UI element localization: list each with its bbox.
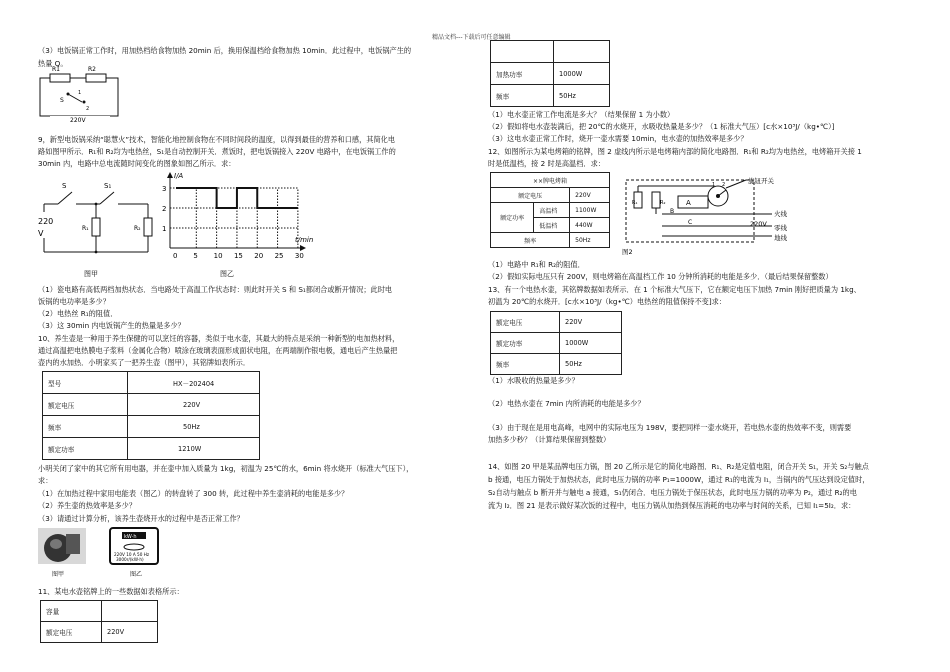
current-time-chart bbox=[150, 172, 320, 278]
circuit-diagram-jia bbox=[38, 178, 158, 278]
photo-caption-jia: 图甲 bbox=[52, 571, 65, 578]
table-row: 额定电压 220V bbox=[491, 188, 610, 203]
circuit1-r2-label: R2 bbox=[88, 66, 96, 73]
q14-line1: 14、如图 20 甲是某品牌电压力锅，图 20 乙所示是它的简化电路图．R₁、R₂是定值电阻，闭合开关 S₁，开关 S₂与触点 bbox=[488, 462, 869, 471]
q13-part2: （2）电热水壶在 7min 内所消耗的电能是多少？ bbox=[488, 399, 645, 408]
chart-y-tick: 3 bbox=[162, 185, 167, 193]
q8-part3-cont: 热量 Q。 bbox=[38, 59, 68, 68]
oven-live-label: 火线 bbox=[774, 210, 787, 218]
oven-knob-label: 旋钮开关 bbox=[748, 177, 774, 185]
oven-c-label: C bbox=[688, 219, 693, 226]
table-row: 容量 bbox=[41, 601, 158, 622]
jia-r2-label: R₂ bbox=[134, 225, 141, 232]
q11-part1: （1）电水壶正常工作电流是多大？（结果保留 1 为小数） bbox=[488, 110, 675, 119]
q12-part1: （1）电路中 R₁和 R₂的阻值． bbox=[488, 260, 585, 269]
table-row: 额定电压 220V bbox=[41, 622, 158, 643]
q10-line2: 通过高温把电热膜电子浆料（金属化合物）喷涂在玻璃表面形成面状电阻，在两端制作银电极，通电后产生热量把 bbox=[38, 346, 398, 355]
chart-x-arrow bbox=[300, 245, 306, 251]
page-header-note: 精品文档---下载后可任意编辑 bbox=[432, 34, 511, 41]
jia-voltage-value: 220 bbox=[38, 217, 54, 226]
chart-x-tick: 0 bbox=[173, 252, 178, 260]
q13-part3-cont: 加热多少秒？（计算结果保留到整数） bbox=[488, 435, 611, 444]
kettle-data-table-top bbox=[40, 600, 158, 643]
table-row: 额定电压 220V bbox=[43, 394, 260, 416]
q13-line1: 13、有一个电热水壶，其铭牌数据如表所示．在 1 个标准大气压下，它在额定电压下加热 7min 刚好把质量为 1kg、 bbox=[488, 285, 861, 294]
table-row: 频率 50Hz bbox=[491, 354, 622, 375]
q10-body2: 求： bbox=[38, 476, 53, 485]
photo-caption-yi: 图乙 bbox=[130, 571, 143, 578]
energy-meter-image bbox=[108, 526, 168, 578]
oven-r1-label: R₁ bbox=[632, 200, 638, 206]
q13-line2: 初温为 20℃的水烧开．[c水×10³J/（kg•℃）电热丝的阻值保持不变]求： bbox=[488, 297, 727, 306]
oven-a-label: A bbox=[686, 199, 691, 207]
kettle-data-table-bottom bbox=[490, 40, 610, 107]
chart-y-label: I/A bbox=[174, 172, 184, 180]
kettle-photo bbox=[38, 528, 88, 578]
q14-line4: 流为 I₂．图 21 是表示做好某次饭的过程中，电压力锅从加热到保压消耗的电功率与时间的关系，已知 I₁=5I₂．求： bbox=[488, 501, 856, 510]
jia-s-label: S bbox=[62, 182, 67, 190]
chart-caption: 图乙 bbox=[220, 270, 234, 278]
table-row bbox=[491, 41, 610, 63]
q12-line2: 时是低温档，接 2 时是高温档．求： bbox=[488, 159, 605, 168]
q9-part1: （1）瓷电路有高低两档加热状态．当电路处于高温工作状态时：则此时开关 S 和 S₁都闭合或断开情况；此时电 bbox=[38, 285, 393, 294]
meter-spec1: 220V 10 A 50 Hz bbox=[114, 552, 150, 557]
q10-body1: 小明关闭了家中的其它所有用电器，并在壶中加入质量为 1kg，初温为 25℃的水，6min 将水烧开（标准大气压下）， bbox=[38, 464, 414, 473]
chart-x-tick: 5 bbox=[193, 252, 198, 260]
circuit1-voltage-label: 220V bbox=[70, 117, 86, 124]
q10-part1: （1）在加热过程中家用电能表（图乙）的转盘转了 300 转，此过程中养生壶消耗的电能是多少？ bbox=[38, 489, 349, 498]
chart-x-label: t/min bbox=[295, 236, 314, 244]
circuit1-n2-label: 2 bbox=[86, 106, 90, 112]
oven-figure-caption: 图2 bbox=[622, 248, 633, 256]
q9-line3: 30min 内，电路中总电流随时间变化的图象如图乙所示．求： bbox=[38, 159, 236, 168]
jia-s1-label: S₁ bbox=[104, 182, 112, 190]
jia-voltage-unit: V bbox=[38, 229, 44, 238]
q9-line1: 9，新型电饭锅采纳“聪慧火”技术，智能化地控制食物在不同时间段的温度，以得到最佳的营养和口感，其简化电 bbox=[38, 135, 396, 144]
oven-neutral-label: 零线 bbox=[774, 224, 787, 232]
q11-part3: （3）这电水壶正常工作时，烧开一壶水需要 10min，电水壶的加热效率是多少？ bbox=[488, 134, 748, 143]
table-row: 频率 50Hz bbox=[43, 416, 260, 438]
oven-contact-1: 1 bbox=[712, 182, 716, 188]
q14-line3: S₂自动与触点 b 断开并与触电 a 接通，S₁仍闭合．电压力锅处于保压状态，此时电压力锅的功率为 P₂，通过 R₂的电 bbox=[488, 488, 857, 497]
circuit-diagram-1 bbox=[38, 66, 128, 130]
oven-circuit-diagram bbox=[622, 174, 822, 256]
circuit1-s-label: S bbox=[60, 97, 64, 104]
q12-line1: 12、如图所示为某电烤箱的铭牌，图 2 虚线内所示是电烤箱内部的简化电路图．R₁和 R₂均为电热丝，电烤箱开关接 1 bbox=[488, 147, 862, 156]
table-row: 额定功率 1210W bbox=[43, 438, 260, 460]
jia-r1-label: R₁ bbox=[82, 225, 89, 232]
q10-part3: （3）请通过计算分析，该养生壶烧开水的过程中是否正常工作？ bbox=[38, 514, 244, 523]
table-row: ××牌电烤箱 bbox=[491, 173, 610, 188]
table-row: 频率 50Hz bbox=[491, 233, 610, 248]
oven-ground-label: 地线 bbox=[774, 234, 787, 242]
q13-part3: （3）由于现在是用电高峰，电网中的实际电压为 198V，要把同样一壶水烧开，若电热水壶的热效率不变，则需要 bbox=[488, 423, 852, 432]
chart-x-tick: 10 bbox=[213, 252, 223, 260]
chart-series-line bbox=[176, 188, 298, 208]
q8-part3: （3）电饭锅正常工作时，用加热档给食物加热 20min 后，换用保温档给食物加热 10min．此过程中，电饭锅产生的 bbox=[38, 46, 412, 55]
chart-y-tick: 2 bbox=[162, 205, 167, 213]
electric-kettle-table bbox=[490, 311, 622, 375]
table-row: 额定功率 1000W bbox=[491, 333, 622, 354]
chart-y-arrow bbox=[167, 172, 173, 178]
chart-x-tick: 25 bbox=[274, 252, 284, 260]
circuit1-n1-label: 1 bbox=[78, 90, 82, 96]
jia-caption: 图甲 bbox=[84, 270, 98, 278]
q10-line3: 壶内的水加热．小明家买了一把养生壶（图甲），其铭牌如表所示． bbox=[38, 358, 251, 367]
q13-part1: （1）水吸收的热量是多少？ bbox=[488, 376, 579, 385]
q11-part2: （2）假如将电水壶装满后，把 20℃的水烧开，水吸收热量是多少？（1 标准大气压）[c水×10³J/（kg•℃）] bbox=[488, 122, 835, 131]
oven-nameplate-table bbox=[490, 172, 610, 248]
table-row: 频率 50Hz bbox=[491, 85, 610, 107]
table-row: 低温档 440W bbox=[491, 218, 610, 233]
q10-line1: 10、养生壶是一种用于养生保健的可以烹饪的容器，类似于电水壶，其最大的特点是采纳一种新型的电加热材料， bbox=[38, 334, 400, 343]
oven-b-label: B bbox=[670, 208, 675, 215]
table-row: 加热功率 1000W bbox=[491, 63, 610, 85]
oven-r2-label: R₂ bbox=[660, 200, 666, 206]
q11-intro: 11、某电水壶铭牌上的一些数据如表格所示： bbox=[38, 587, 184, 596]
q9-part3: （3）这 30min 内电饭锅产生的热量是多少？ bbox=[38, 321, 185, 330]
q12-part2: （2）假如实际电压只有 200V，则电烤箱在高温档工作 10 分钟所消耗的电能是多少．（最后结果保留整数） bbox=[488, 272, 833, 281]
table-row: 额定功率 高温档 1100W bbox=[491, 203, 610, 218]
q14-line2: b 接通，电压力锅处于加热状态，此时电压力锅的功率 P₁=1000W，通过 R₁的电流为 I₁，当锅内的气压达到设定值时， bbox=[488, 475, 870, 484]
q9-part2: （2）电热丝 R₁的阻值． bbox=[38, 309, 118, 318]
circuit1-r1-label: R1 bbox=[52, 66, 60, 73]
q9-line2: 路如图甲所示．R₁和 R₂均为电热丝，S₁是自动控制开关．煮饭时，把电饭锅接入 220V 电路中，在电饭锅工作的 bbox=[38, 147, 396, 156]
q10-part2: （2）养生壶的热效率是多少？ bbox=[38, 501, 137, 510]
meter-spec2: 3000r/(kW·h) bbox=[116, 557, 144, 562]
oven-contact-2: 2 bbox=[722, 182, 726, 188]
chart-x-tick: 15 bbox=[233, 252, 243, 260]
meter-unit: kW·h bbox=[124, 534, 137, 540]
kettle-nameplate-table bbox=[42, 371, 260, 460]
q9-part1-cont: 饭锅的电功率是多少？ bbox=[38, 297, 110, 306]
chart-x-tick: 20 bbox=[254, 252, 264, 260]
oven-voltage-label: 220V bbox=[750, 220, 767, 228]
chart-x-tick: 30 bbox=[294, 252, 304, 260]
table-row: 型号 HX－202404 bbox=[43, 372, 260, 394]
chart-y-tick: 1 bbox=[162, 225, 167, 233]
table-row: 额定电压 220V bbox=[491, 312, 622, 333]
